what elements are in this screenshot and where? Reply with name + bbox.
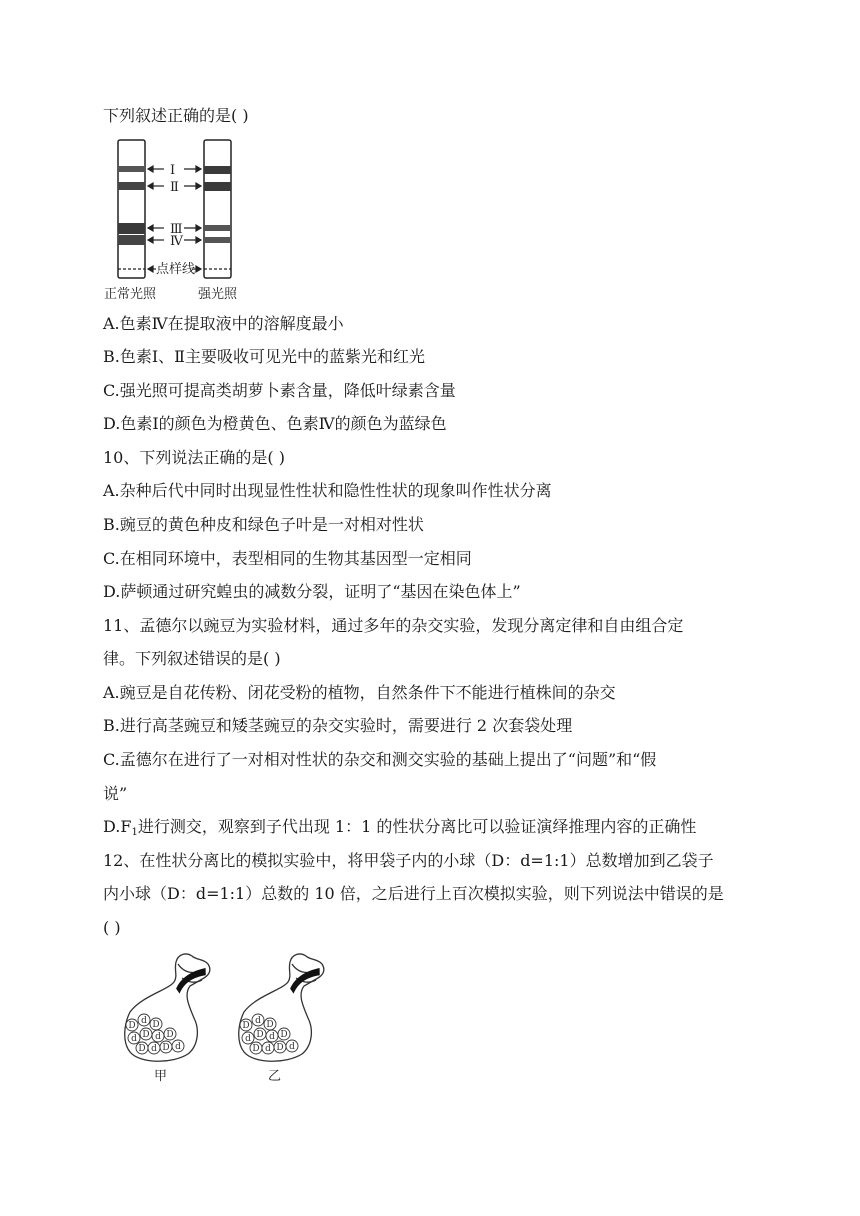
q11-stem-line1: 11、孟德尔以豌豆为实验材料，通过多年的杂交实验，发现分离定律和自由组合定: [103, 616, 684, 635]
svg-text:D: D: [128, 1021, 136, 1031]
svg-text:D: D: [166, 1030, 174, 1040]
svg-text:d: d: [255, 1016, 261, 1026]
svg-text:d: d: [141, 1016, 147, 1026]
q11-stem-line2: 律。下列叙述错误的是( ): [103, 649, 281, 668]
bag-jia-caption: 甲: [154, 1069, 168, 1084]
q11-option-d-text: 进行测交，观察到子代出现 1：1 的性状分离比可以验证演绎推理内容的正确性: [137, 817, 697, 836]
svg-text:D: D: [280, 1030, 288, 1040]
svg-text:D: D: [276, 1043, 284, 1053]
bags-figure: [112, 950, 352, 1085]
right-tube-caption: 强光照: [198, 287, 238, 302]
bag-yi-caption: 乙: [268, 1069, 282, 1084]
svg-text:D: D: [152, 1020, 160, 1030]
svg-text:d: d: [245, 1034, 251, 1044]
svg-text:d: d: [151, 1044, 157, 1054]
svg-text:D: D: [242, 1021, 250, 1031]
band-label-iv: Ⅳ: [170, 234, 183, 249]
q9-option-b: B.色素Ⅰ、Ⅱ主要吸收可见光中的蓝紫光和红光: [103, 347, 426, 366]
chromatography-figure: [100, 138, 250, 302]
svg-text:d: d: [175, 1042, 181, 1052]
q11-option-d: [103, 817, 770, 843]
svg-text:D: D: [162, 1043, 170, 1053]
svg-text:d: d: [265, 1044, 271, 1054]
q12-stem-line1: 12、在性状分离比的模拟实验中，将甲袋子内的小球（D：d=1:1）总数增加到乙袋子: [103, 851, 714, 870]
svg-text:D: D: [266, 1020, 274, 1030]
svg-text:D: D: [256, 1030, 264, 1040]
q11-option-d-subscript: 1: [131, 827, 138, 838]
baseline-label: 点样线: [156, 262, 196, 277]
q9-option-d: D.色素Ⅰ的颜色为橙黄色、色素Ⅳ的颜色为蓝绿色: [103, 414, 447, 433]
svg-text:D: D: [252, 1044, 260, 1054]
band-label-iii: Ⅲ: [170, 222, 183, 237]
svg-text:D: D: [138, 1044, 146, 1054]
svg-text:d: d: [289, 1042, 295, 1052]
svg-text:d: d: [155, 1032, 161, 1042]
q11-option-b: B.进行高茎豌豆和矮茎豌豆的杂交实验时，需要进行 2 次套袋处理: [103, 716, 573, 735]
q11-option-c-line1: C.孟德尔在进行了一对相对性状的杂交和测交实验的基础上提出了“问题”和“假: [103, 750, 657, 769]
q11-option-d-prefix: D.F: [103, 817, 132, 836]
q12-stem-line3: ( ): [103, 918, 121, 937]
q10-option-b: B.豌豆的黄色种皮和绿色子叶是一对相对性状: [103, 515, 424, 534]
band-label-i: Ⅰ: [170, 163, 176, 178]
q9-option-a: A.色素Ⅳ在提取液中的溶解度最小: [103, 314, 344, 333]
q10-stem: 10、下列说法正确的是( ): [103, 448, 285, 467]
q10-option-c: C.在相同环境中，表型相同的生物其基因型一定相同: [103, 549, 472, 568]
band-label-ii: Ⅱ: [170, 180, 179, 195]
q10-option-a: A.杂种后代中同时出现显性性状和隐性性状的现象叫作性状分离: [103, 481, 552, 500]
q10-option-d: D.萨顿通过研究蝗虫的减数分裂，证明了“基因在染色体上”: [103, 582, 521, 601]
svg-text:D: D: [142, 1030, 150, 1040]
svg-text:d: d: [269, 1032, 275, 1042]
q9-stem: 下列叙述正确的是( ): [103, 106, 249, 125]
q11-option-c-line2: 说”: [103, 784, 128, 803]
left-tube-caption: 正常光照: [104, 287, 157, 302]
svg-text:d: d: [131, 1034, 137, 1044]
q12-stem-line2: 内小球（D：d=1:1）总数的 10 倍，之后进行上百次模拟实验，则下列说法中错误的是: [103, 884, 724, 903]
q9-option-c: C.强光照可提高类胡萝卜素含量，降低叶绿素含量: [103, 381, 456, 400]
q11-option-a: A.豌豆是自花传粉、闭花受粉的植物，自然条件下不能进行植株间的杂交: [103, 683, 616, 702]
